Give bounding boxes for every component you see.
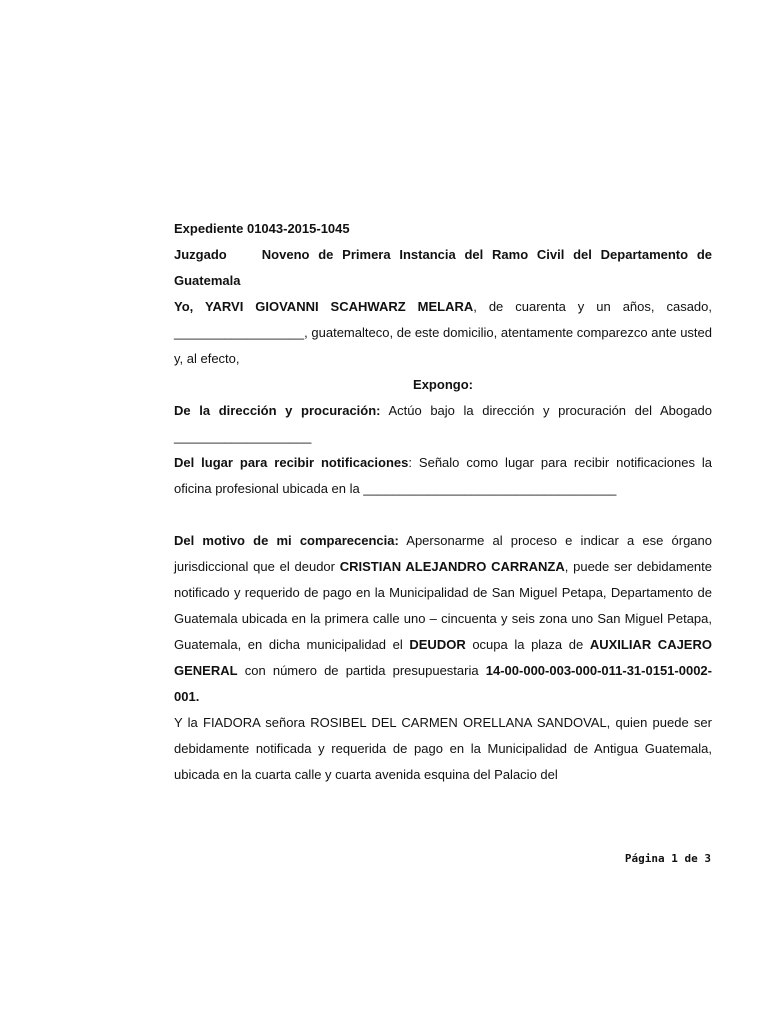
expongo-heading: Expongo: — [413, 377, 473, 392]
deudor-name: CRISTIAN ALEJANDRO CARRANZA — [339, 559, 565, 574]
partida-number: 14-00-000-003-000-011-31-0151-0002-001. — [174, 663, 712, 704]
motivo-text-2: , puede ser debidamente notificado y requerido de pago en la Municipalidad de San Miguel Petapa, Departamento de Guatemala ubicada en la primera calle uno – cincuenta y seis zona uno San Miguel Petapa, Guatemala, en dicha municipalidad el — [174, 559, 713, 652]
motivo-text-3: ocupa la plaza de — [465, 637, 590, 652]
direccion-paragraph — [174, 398, 712, 450]
document-body — [174, 216, 712, 788]
plaza-name: AUXILIAR CAJERO GENERAL — [174, 637, 712, 678]
motivo-text-4: con número de partida presupuestaria — [237, 663, 486, 678]
intro-paragraph — [174, 294, 712, 372]
fiadora-paragraph: Y la FIADORA señora ROSIBEL DEL CARMEN ORELLANA SANDOVAL, quien puede ser debidamente notificada y requerida de pago en la Municipalidad de Antigua Guatemala, ubicada en la cuarta calle y cuarta avenida esquina del Palacio del — [174, 715, 712, 782]
direccion-text: Actúo bajo la dirección y procuración del Abogado ___________________ — [174, 403, 713, 444]
juzgado-value: Noveno de Primera Instancia del Ramo Civil del Departamento de Guatemala — [174, 247, 712, 288]
direccion-label: De la dirección y procuración: — [174, 403, 381, 418]
deudor-label: DEUDOR — [409, 637, 466, 652]
motivo-paragraph — [174, 528, 712, 710]
juzgado-label: Juzgado — [174, 247, 227, 262]
lugar-text: : Señalo como lugar para recibir notificaciones la oficina profesional ubicada en la ___________________________________ — [174, 455, 713, 496]
motivo-label: Del motivo de mi comparecencia: — [174, 533, 399, 548]
lugar-paragraph — [174, 450, 712, 502]
compareciente-name: YARVI GIOVANNI SCAHWARZ MELARA — [205, 299, 474, 314]
intro-yo: Yo, — [174, 299, 205, 314]
expediente-number: Expediente 01043-2015-1045 — [174, 221, 350, 236]
motivo-text-1: Apersonarme al proceso e indicar a ese órgano jurisdiccional que el deudor — [174, 533, 713, 574]
intro-text: , de cuarenta y un años, casado, __________________, guatemalteco, de este domicilio, atentamente comparezco ante usted y, al efecto, — [174, 299, 712, 366]
page-number: Página 1 de 3 — [624, 852, 711, 865]
juzgado-line — [174, 242, 712, 294]
expediente-line — [174, 216, 712, 242]
paragraph-spacer — [174, 502, 712, 528]
lugar-label: Del lugar para recibir notificaciones — [174, 455, 409, 470]
